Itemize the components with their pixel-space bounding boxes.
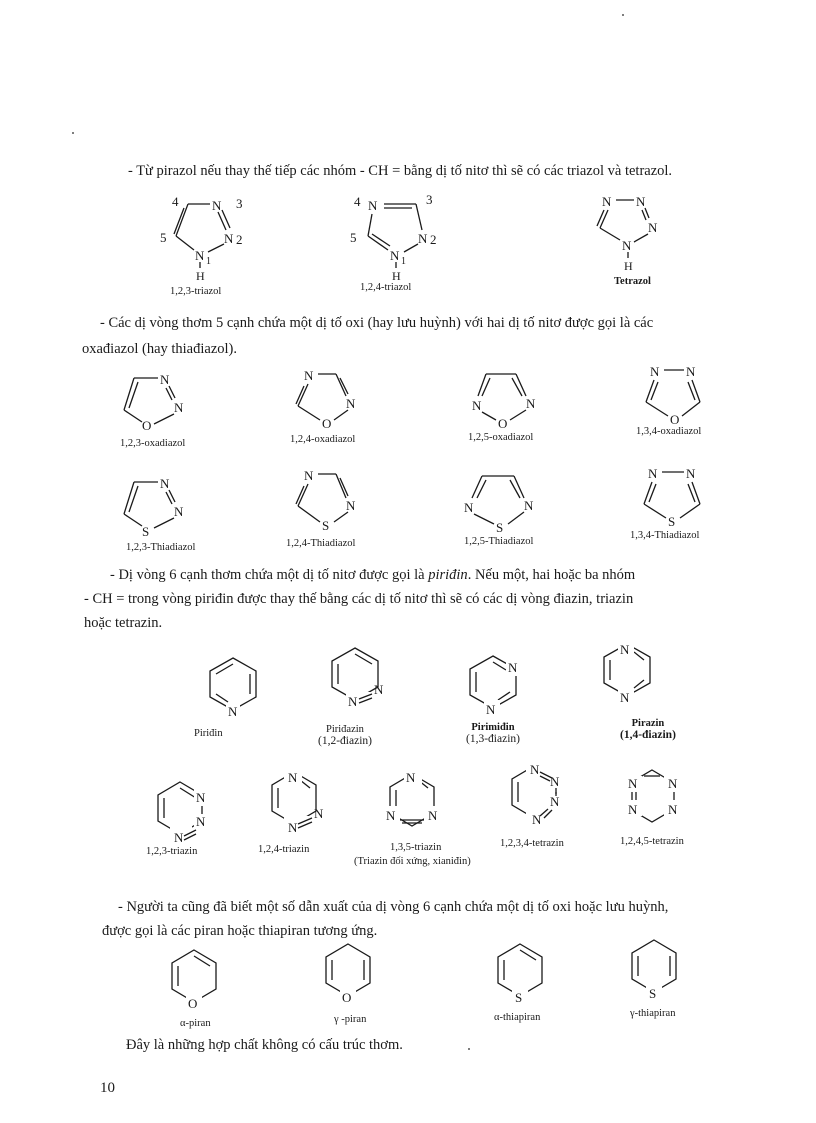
label-piridazin-name: Piriđazin [326,724,364,735]
label-123-triazin: 1,2,3-triazin [146,846,198,857]
structure-125-thiadiazol [464,470,544,540]
structure-134-oxadiazol [640,362,720,432]
atom-n: N [304,368,314,383]
atom-n: N [160,476,170,491]
structure-134-thiadiazol [640,464,720,534]
label-124-thiadiazol: 1,2,4-Thiadiazol [286,538,356,549]
atom-position-label: 2 [236,232,243,247]
label-pirimidin-name: Pirimiđin [471,722,515,733]
paragraph-azine-intro-2 [84,588,633,610]
atom-n: N [550,774,560,789]
atom-n: N [228,704,238,719]
atom-s: S [649,986,657,1001]
paragraph-oxadiazol-intro [100,312,653,334]
atom-n: N [622,238,632,253]
atom-n: N [464,500,474,515]
structure-piridazin [328,644,398,714]
paragraph-line: - Người ta cũng đã biết một số dẫn xuất của dị vòng 6 cạnh chứa một dị tố oxi hoặc lưu huỳnh, [118,899,669,915]
atom-n: N [224,231,234,246]
atom-n: N [374,682,384,697]
structure-tetrazol [590,188,690,288]
atom-o: O [322,416,332,431]
structure-1245-tetrazin [624,764,694,834]
atom-n: N [174,504,184,519]
atom-n: N [472,398,482,413]
paragraph-text: . Nếu một, hai hoặc ba nhóm [467,567,636,583]
label-125-oxadiazol: 1,2,5-oxadiazol [468,432,534,443]
paragraph-triazol-intro: - Từ pirazol nếu thay thế tiếp các nhóm - CH = bằng dị tố nitơ thì sẽ có các triazol và tetrazol. [128,163,673,179]
atom-n: N [686,466,696,481]
label-tetrazol: Tetrazol [614,276,651,287]
atom-n: N [368,198,378,213]
atom-n: N [428,808,438,823]
atom-s: S [496,520,504,535]
atom-n: N [386,808,396,823]
label-piridazin-sub: (1,2-điazin) [318,735,372,747]
atom-n: N [636,194,646,209]
atom-o: O [188,996,198,1011]
structure-124-triazol [340,188,460,288]
atom-position-label: 3 [426,192,433,207]
atom-n: N [650,364,660,379]
structure-135-triazin [384,766,454,836]
atom-n: N [668,802,678,817]
label-pirazin-sub: (1,4-điazin) [620,729,676,741]
label-124-oxadiazol: 1,2,4-oxadiazol [290,434,356,445]
atom-n: N [348,694,358,709]
atom-h: H [624,259,633,273]
paragraph-italic-term: piriđin [428,567,468,583]
structure-pirazin [600,640,660,710]
atom-n: N [160,372,170,387]
structure-123-triazin [156,778,226,848]
atom-position-label: 5 [160,230,167,245]
structure-piridin [206,654,266,724]
structure-123-thiadiazol [116,474,196,544]
atom-o: O [498,416,508,431]
atom-n: N [602,194,612,209]
label-123-triazol: 1,2,3-triazol [170,286,222,297]
label-1245-tetrazin: 1,2,4,5-tetrazin [620,836,684,847]
structure-124-thiadiazol [292,466,372,536]
paragraph-line: được gọi là các piran hoặc thiapiran tương ứng. [102,923,378,939]
paragraph-line: - Các dị vòng thơm 5 cạnh chứa một dị tố oxi (hay lưu huỳnh) với hai dị tố nitơ được gọi là các [100,315,654,331]
atom-n: N [196,790,206,805]
label-124-triazin: 1,2,4-triazin [258,844,310,855]
speck-left [72,132,74,134]
atom-position-label: 1 [401,256,406,267]
atom-n: N [288,770,298,785]
label-piridin: Piriđin [194,728,223,739]
atom-n: N [686,364,696,379]
atom-n: N [346,498,356,513]
paragraph-text: - Dị vòng 6 cạnh thơm chứa một dị tố nitơ được gọi là [110,567,429,583]
atom-h: H [392,269,401,283]
label-125-thiadiazol: 1,2,5-Thiadiazol [464,536,534,547]
atom-position-label: 3 [236,196,243,211]
structure-124-oxadiazol [292,366,372,436]
paragraph-piran-intro [118,896,668,918]
structure-alpha-piran [170,946,230,1016]
atom-n: N [668,776,678,791]
label-1234-tetrazin: 1,2,3,4-tetrazin [500,838,564,849]
atom-s: S [515,990,523,1005]
paragraph-oxadiazol-intro-2 [82,338,237,360]
atom-s: S [322,518,330,533]
label-alpha-thiapiran: α-thiapiran [494,1012,541,1023]
atom-n: N [648,220,658,235]
label-pirazin [620,718,676,741]
atom-n: N [174,830,184,845]
label-piridazin [318,724,372,747]
atom-position-label: 4 [172,194,179,209]
atom-n: N [304,468,314,483]
atom-n: N [524,498,534,513]
atom-n: N [620,690,630,705]
label-gamma-thiapiran: γ-thiapiran [630,1008,676,1019]
structure-123-oxadiazol [116,370,196,440]
atom-n: N [486,702,496,717]
atom-position-label: 4 [354,194,361,209]
atom-n: N [418,231,428,246]
label-135-triazin: 1,3,5-triazin [390,842,442,853]
atom-n: N [628,776,638,791]
structure-124-triazin [270,768,340,838]
structure-gamma-thiapiran [630,936,690,1006]
label-pirazin-name: Pirazin [631,718,665,729]
label-gamma-piran: γ -piran [334,1014,367,1025]
atom-n: N [508,660,518,675]
atom-position-label: 2 [430,232,437,247]
atom-s: S [142,524,150,539]
atom-n: N [196,814,206,829]
atom-n: N [628,802,638,817]
structure-alpha-thiapiran [496,940,556,1010]
structure-125-oxadiazol [468,366,548,436]
atom-o: O [142,418,152,433]
paragraph-azine-intro [110,564,635,586]
label-123-oxadiazol: 1,2,3-oxadiazol [120,438,186,449]
label-pirimidin [466,722,520,745]
label-123-thiadiazol: 1,2,3-Thiadiazol [126,542,196,553]
paragraph-line: - CH = trong vòng piriđin được thay thế bằng các dị tố nitơ thì sẽ có các dị vòng điazin, triazin [84,591,634,607]
structure-1234-tetrazin [510,762,580,832]
atom-o: O [342,990,352,1005]
atom-h: H [196,269,205,283]
atom-n: N [406,770,416,785]
atom-n: N [532,812,542,827]
structure-123-triazol [150,188,270,288]
atom-n: N [648,466,658,481]
atom-n: N [288,820,298,835]
atom-s: S [668,514,676,529]
atom-n: N [530,762,540,777]
atom-n: N [314,806,324,821]
speck-top [622,14,624,16]
paragraph-line: hoặc tetrazin. [84,615,163,631]
paragraph-piran-intro-2 [102,920,377,942]
label-134-thiadiazol: 1,3,4-Thiadiazol [630,530,700,541]
atom-n: N [620,642,630,657]
structure-pirimidin [466,652,536,722]
atom-n: N [346,396,356,411]
atom-n: N [195,248,205,263]
atom-n: N [212,198,222,213]
structure-gamma-piran [324,940,384,1010]
paragraph-non-aromatic-note: Đây là những hợp chất không có cấu trúc thơm. [126,1037,403,1053]
atom-n: N [174,400,184,415]
atom-n: N [550,794,560,809]
label-134-oxadiazol: 1,3,4-oxadiazol [636,426,702,437]
paragraph-line: oxađiazol (hay thiađiazol). [82,341,238,357]
atom-position-label: 1 [206,256,211,267]
label-pirimidin-sub: (1,3-điazin) [466,733,520,745]
page-number: 10 [100,1080,115,1096]
speck-right [468,1048,470,1050]
label-124-triazol: 1,2,4-triazol [360,282,412,293]
label-alpha-piran: α-piran [180,1018,211,1029]
atom-n: N [526,396,536,411]
paragraph-azine-intro-3 [84,612,162,634]
atom-o: O [670,412,680,427]
atom-position-label: 5 [350,230,357,245]
label-triazin-note: (Triazin đối xứng, xianiđin) [354,856,471,867]
atom-n: N [390,248,400,263]
